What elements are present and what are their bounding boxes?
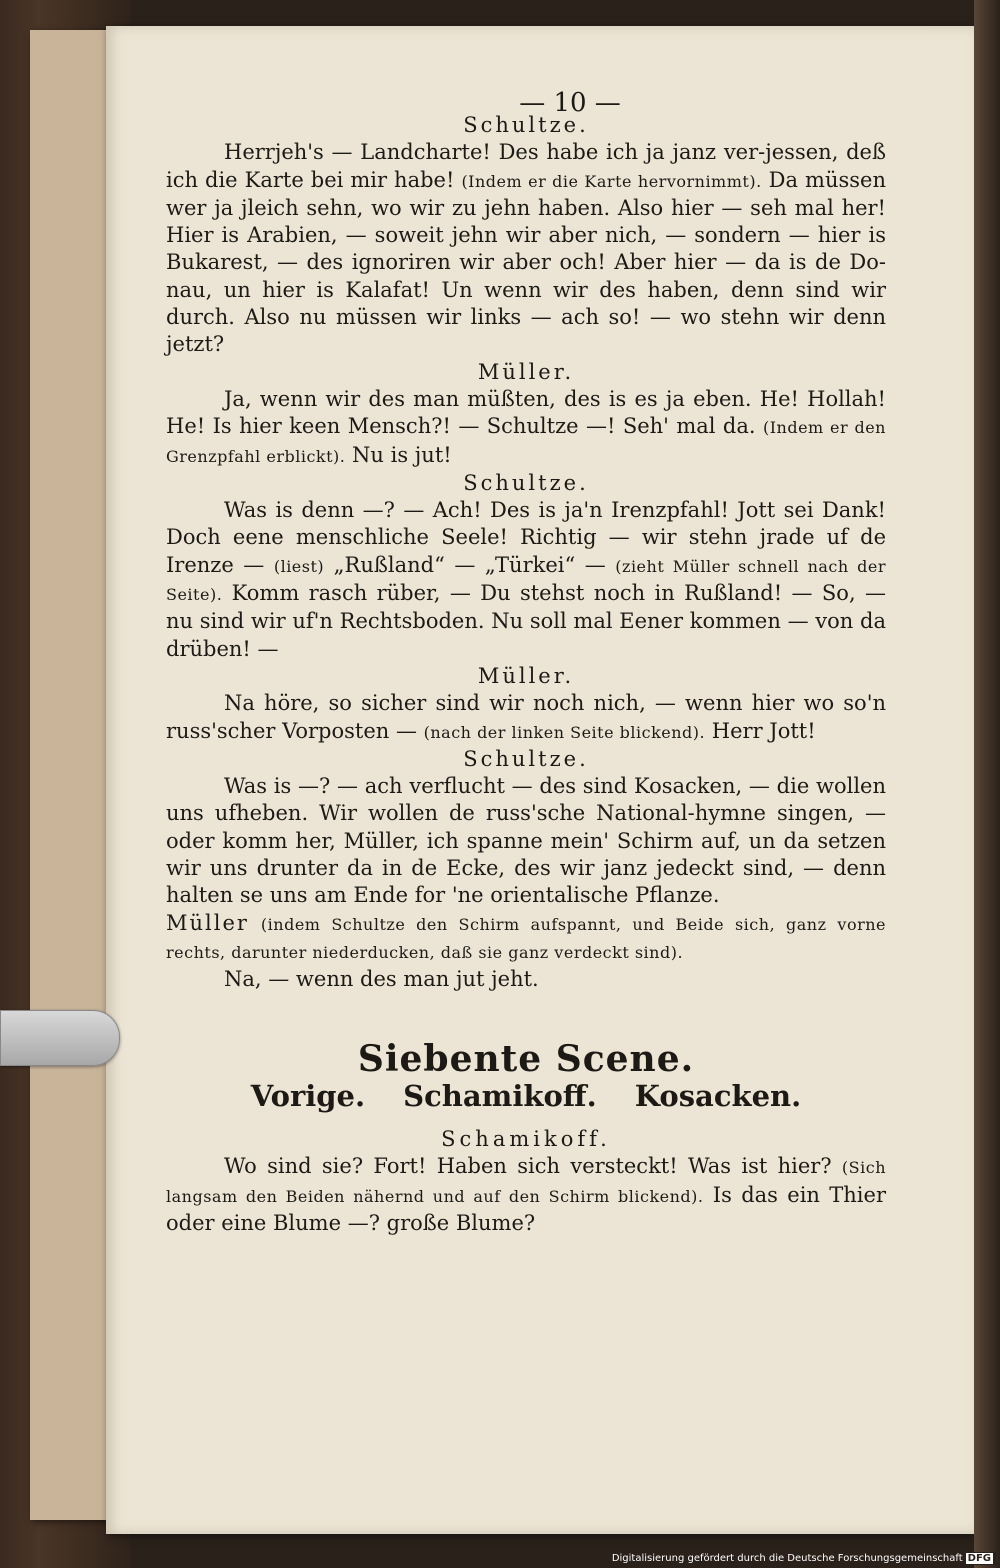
page-slider-handle[interactable] [0, 1010, 120, 1066]
dfg-logo: DFG [967, 1553, 991, 1564]
stage-direction: (liest) [273, 556, 325, 576]
speaker-name: Schultze. [463, 746, 589, 771]
stage-direction: (Indem er den Grenzpfahl erblickt). [166, 418, 886, 466]
dialogue-paragraph: Was is —? — ach verflucht — des sind Kosacken, — die wollen uns ufheben. Wir wollen de russ'sche National-hymne singen, — oder komm her, Müller, ich spanne mein' Schirm auf, un da setzen wir uns drunter da in de Ecke, des wir janz jedeckt sind, — denn halten se uns am Ende for 'ne orientalische Pflanze. [166, 774, 886, 908]
dialogue-paragraph: Was is denn —? — Ach! Des is ja'n Irenzpfahl! Jott sei Dank! Doch eene menschliche Seele! Richtig — wir stehn jrade uf de Irenze — (liest) „Rußland“ — „Türkei“ — (zieht Müller schnell nach der Seite). Komm rasch rüber, — Du stehst noch in Rußland! — So, — nu sind wir uf'n Rechtsboden. Nu soll mal Eener kommen — von da drüben! — [166, 498, 886, 661]
speaker-name-inline: Müller [166, 910, 249, 935]
dialogue-paragraph: Herrjeh's — Landcharte! Des habe ich ja janz ver-jessen, deß ich die Karte bei mir habe! (Indem er die Karte hervornimmt). Da müssen wer ja jleich sehn, wo wir zu jehn haben. Also hier — seh mal her! Hier is Arabien, — soweit jehn wir aber nich, — sondern — hier is Bukarest, — des ignoriren wir aber och! Aber hier — da is de Do-nau, un hier is Kalafat! Un wenn wir des haben, denn sind wir durch. Also nu müssen wir links — ach so! — wo stehn wir denn jetzt? [166, 140, 886, 357]
page-number: — 10 — [519, 88, 621, 118]
speaker-name: Schamikoff. [441, 1127, 611, 1152]
dialogue-paragraph: Ja, wenn wir des man müßten, des is es ja eben. He! Hollah! He! Is hier keen Mensch?! — Schultze —! Seh' mal da. (Indem er den Grenzpfahl erblickt). Nu is jut! [166, 386, 886, 467]
scene-characters: Vorige. Schamikoff. Kosacken. [250, 1078, 802, 1113]
stage-direction: (nach der linken Seite blickend). [423, 722, 706, 742]
stage-direction-line [166, 910, 886, 967]
stage-direction: (Sich langsam den Beiden nähernd und auf den Schirm blickend). [166, 1158, 886, 1206]
dialogue-paragraph: Na, — wenn des man jut jeht. [224, 967, 539, 992]
dialogue-paragraph: Na höre, so sicher sind wir noch nich, — wenn hier wo so'n russ'scher Vorposten — (nach der linken Seite blickend). Herr Jott! [166, 691, 886, 743]
stage-direction: (Indem er die Karte hervornimmt). [461, 171, 762, 191]
page-content [166, 112, 886, 1237]
speaker-name: Müller. [477, 663, 575, 688]
footer-credit: Digitalisierung gefördert durch die Deutsche Forschungsgemeinschaft DFG [609, 1552, 996, 1565]
speaker-name: Schultze. [463, 113, 589, 137]
stage-direction: (zieht Müller schnell nach der Seite). [166, 556, 886, 605]
scene-title: Siebente Scene. [357, 1037, 695, 1080]
stage-direction: (indem Schultze den Schirm aufspannt, und Beide sich, ganz vorne rechts, darunter niederducken, daß sie ganz verdeckt sind). [166, 914, 886, 962]
book-edge-right [974, 0, 1000, 1568]
speaker-name: Schultze. [463, 470, 589, 495]
speaker-name: Müller. [477, 359, 575, 384]
dialogue-paragraph: Wo sind sie? Fort! Haben sich versteckt! Was ist hier? (Sich langsam den Beiden nähernd und auf den Schirm blickend). Is das ein Thier oder eine Blume —? große Blume? [166, 1154, 886, 1235]
